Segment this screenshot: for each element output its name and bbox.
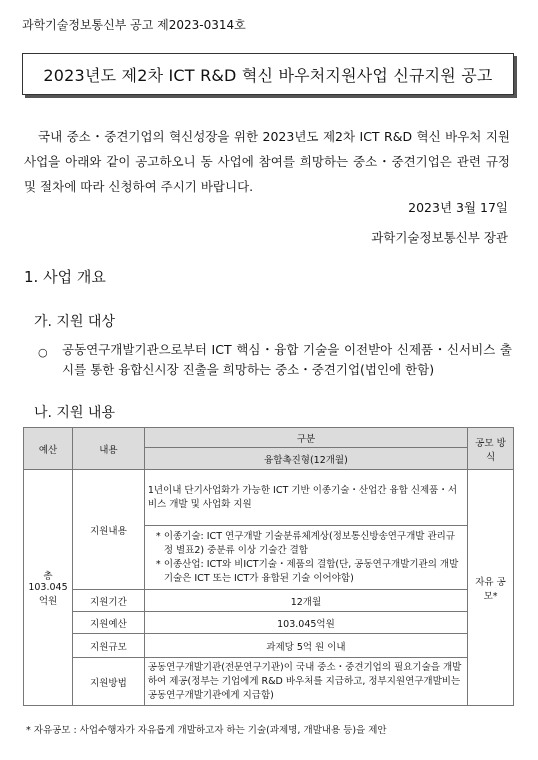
- row-label-budget: 지원예산: [72, 612, 144, 634]
- header-category: 구분: [144, 428, 467, 448]
- content-notes-cell: [144, 526, 467, 590]
- budget-value: 103.045억원: [144, 612, 467, 634]
- document-title: 2023년도 제2차 ICT R&D 혁신 바우처지원사업 신규지원 공고: [22, 53, 514, 95]
- note-line: [148, 530, 464, 558]
- note-line: [148, 558, 464, 586]
- row-label-method: 지원방법: [72, 658, 144, 706]
- content-main-text: 1년이내 단기사업화가 가능한 ICT 기반 이종기술・산업간 융합 신제품・서비스 개발 및 사업화 지원: [144, 470, 467, 526]
- announcement-number: 과학기술정보통신부 공고 제2023-0314호: [22, 18, 246, 32]
- header-budget: 예산: [24, 428, 73, 470]
- announcement-date: 2023년 3월 17일: [408, 200, 508, 215]
- bullet-circle-icon: ○: [38, 346, 48, 359]
- footnote: * 자유공모 : 사업수행자가 자유롭게 개발하고자 하는 기술(과제명, 개발내용 등)을 제안: [26, 725, 387, 736]
- row-label-period: 지원기간: [72, 590, 144, 612]
- issuer: 과학기술정보통신부 장관: [371, 230, 508, 245]
- note-mark: *: [155, 530, 161, 542]
- total-budget-cell: 총 103.045 억원: [24, 470, 73, 706]
- method-cell: 자유 공모*: [468, 470, 514, 706]
- scale-value: 과제당 5억 원 이내: [144, 634, 467, 658]
- header-type: 융합촉진형(12개월): [144, 448, 467, 470]
- row-label-content: 지원내용: [72, 470, 144, 590]
- row-label-scale: 지원규모: [72, 634, 144, 658]
- note-mark: *: [155, 558, 161, 570]
- note-heterogeneous-industry: 이종산업: ICT와 비ICT기술・제품의 결합(단, 공동연구개발기관의 개발기술은 ICT 또는 ICT가 융합된 기술 이어야함): [163, 558, 459, 584]
- note-heterogeneous-tech: 이종기술: ICT 연구개발 기술분류체계상(정보통신방송연구개발 관리규정 별표2) 중분류 이상 기술간 결합: [163, 530, 456, 556]
- header-content: 내용: [72, 428, 144, 470]
- period-value: 12개월: [144, 590, 467, 612]
- subsection-heading-content: 나. 지원 내용: [34, 405, 115, 421]
- method-value: 공동연구개발기관(전문연구기관)이 국내 중소・중견기업의 필요기술을 개발하여 제공(정부는 기업에게 R&D 바우처를 지급하고, 정부지원연구개발비는 공동연구개발기관에게 지급함): [144, 658, 467, 706]
- target-description: 공동연구개발기관으로부터 ICT 핵심・융합 기술을 이전받아 신제품・신서비스 출시를 통한 융합신시장 진출을 희망하는 중소・중견기업(법인에 한함): [62, 342, 512, 377]
- intro-paragraph: 국내 중소・중견기업의 혁신성장을 위한 2023년도 제2차 ICT R&D 혁신 바우처 지원 사업을 아래와 같이 공고하오니 동 사업에 참여를 희망하는 중소・중견기업은 관련 규정 및 절차에 따라 신청하여 주시기 바랍니다.: [24, 129, 510, 194]
- support-table: [23, 427, 514, 706]
- subsection-heading-target: 가. 지원 대상: [34, 314, 115, 330]
- section-heading-overview: 1. 사업 개요: [24, 268, 106, 286]
- header-method: 공모 방식: [468, 428, 514, 470]
